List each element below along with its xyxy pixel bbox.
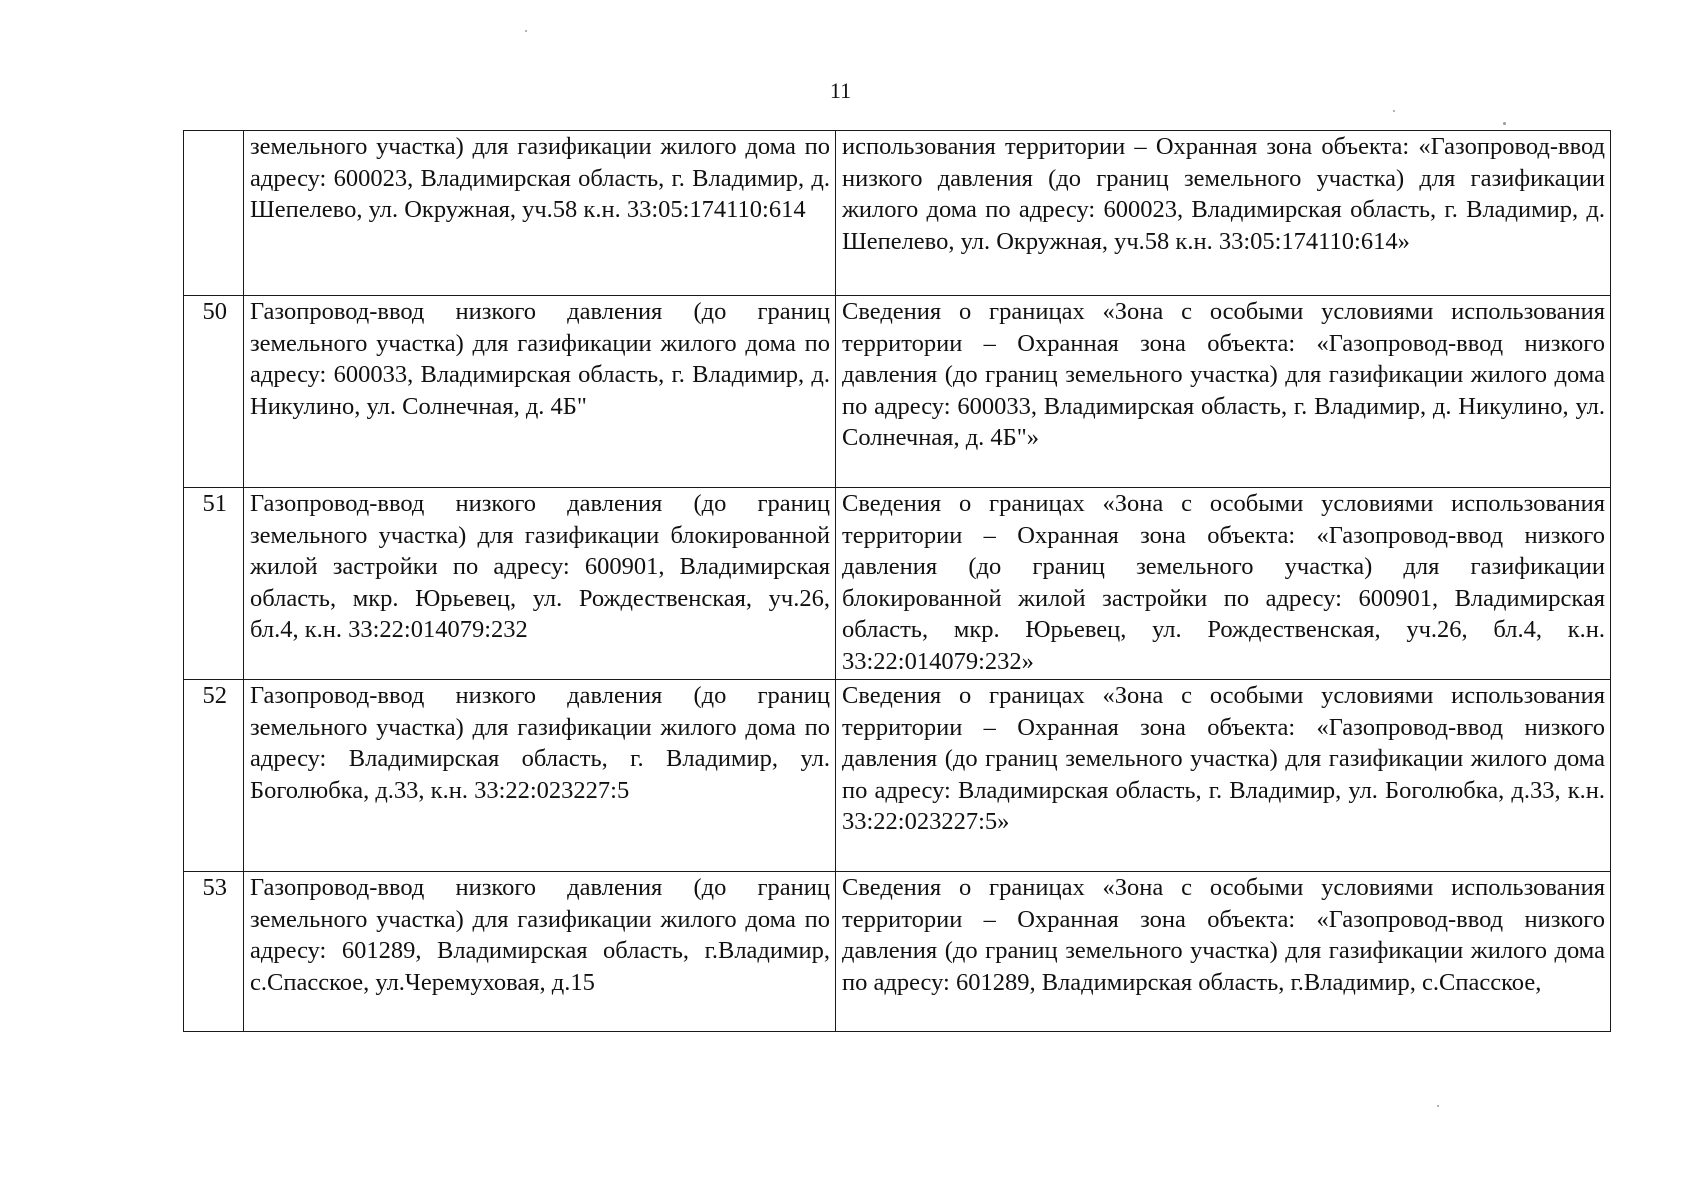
- object-name-cell: Газопровод-ввод низкого давления (до границ земельного участка) для газификации блокированной жилой застройки по адресу: 600901, Владимирская область, мкр. Юрьевец, ул. Рождественская, уч.26, бл.4, к.н. 33:22:014079:232: [244, 488, 836, 680]
- table-row: [184, 488, 1611, 680]
- scan-speck: [1437, 1105, 1439, 1107]
- object-name-cell: Газопровод-ввод низкого давления (до границ земельного участка) для газификации жилого дома по адресу: 600033, Владимирская область, г. Владимир, д. Никулино, ул. Солнечная, д. 4Б": [244, 296, 836, 488]
- table-row: [184, 872, 1611, 1032]
- zone-description-cell: Сведения о границах «Зона с особыми условиями использования территории – Охранная зона объекта: «Газопровод-ввод низкого давления (до границ земельного участка) для газификации жилого дома по адресу: Владимирская область, г. Владимир, ул. Боголюбка, д.33, к.н. 33:22:023227:5»: [836, 680, 1611, 872]
- zone-description-cell: Сведения о границах «Зона с особыми условиями использования территории – Охранная зона объекта: «Газопровод-ввод низкого давления (до границ земельного участка) для газификации блокированной жилой застройки по адресу: 600901, Владимирская область, мкр. Юрьевец, ул. Рождественская, уч.26, бл.4, к.н. 33:22:014079:232»: [836, 488, 1611, 680]
- row-number-cell: 50: [184, 296, 244, 488]
- zone-description-cell: Сведения о границах «Зона с особыми условиями использования территории – Охранная зона объекта: «Газопровод-ввод низкого давления (до границ земельного участка) для газификации жилого дома по адресу: 600033, Владимирская область, г. Владимир, д. Никулино, ул. Солнечная, д. 4Б"»: [836, 296, 1611, 488]
- row-number-cell: 53: [184, 872, 244, 1032]
- row-number-cell: 52: [184, 680, 244, 872]
- object-name-cell: земельного участка) для газификации жилого дома по адресу: 600023, Владимирская область, г. Владимир, д. Шепелево, ул. Окружная, уч.58 к.н. 33:05:174110:614: [244, 131, 836, 296]
- scan-speck: [1503, 122, 1506, 125]
- object-name-cell: Газопровод-ввод низкого давления (до границ земельного участка) для газификации жилого дома по адресу: Владимирская область, г. Владимир, ул. Боголюбка, д.33, к.н. 33:22:023227:5: [244, 680, 836, 872]
- zone-description-cell: использования территории – Охранная зона объекта: «Газопровод-ввод низкого давления (до границ земельного участка) для газификации жилого дома по адресу: 600023, Владимирская область, г. Владимир, д. Шепелево, ул. Окружная, уч.58 к.н. 33:05:174110:614»: [836, 131, 1611, 296]
- row-number-cell: 51: [184, 488, 244, 680]
- objects-table: [183, 130, 1611, 1032]
- table-row: [184, 296, 1611, 488]
- table-row: [184, 131, 1611, 296]
- table-row: [184, 680, 1611, 872]
- object-name-cell: Газопровод-ввод низкого давления (до границ земельного участка) для газификации жилого дома по адресу: 601289, Владимирская область, г.Владимир, с.Спасское, ул.Черемуховая, д.15: [244, 872, 836, 1032]
- page-number: 11: [829, 78, 852, 103]
- row-number-cell: [184, 131, 244, 296]
- scan-speck: [1393, 110, 1395, 112]
- zone-description-cell: Сведения о границах «Зона с особыми условиями использования территории – Охранная зона объекта: «Газопровод-ввод низкого давления (до границ земельного участка) для газификации жилого дома по адресу: 601289, Владимирская область, г.Владимир, с.Спасское,: [836, 872, 1611, 1032]
- scan-speck: [525, 30, 527, 32]
